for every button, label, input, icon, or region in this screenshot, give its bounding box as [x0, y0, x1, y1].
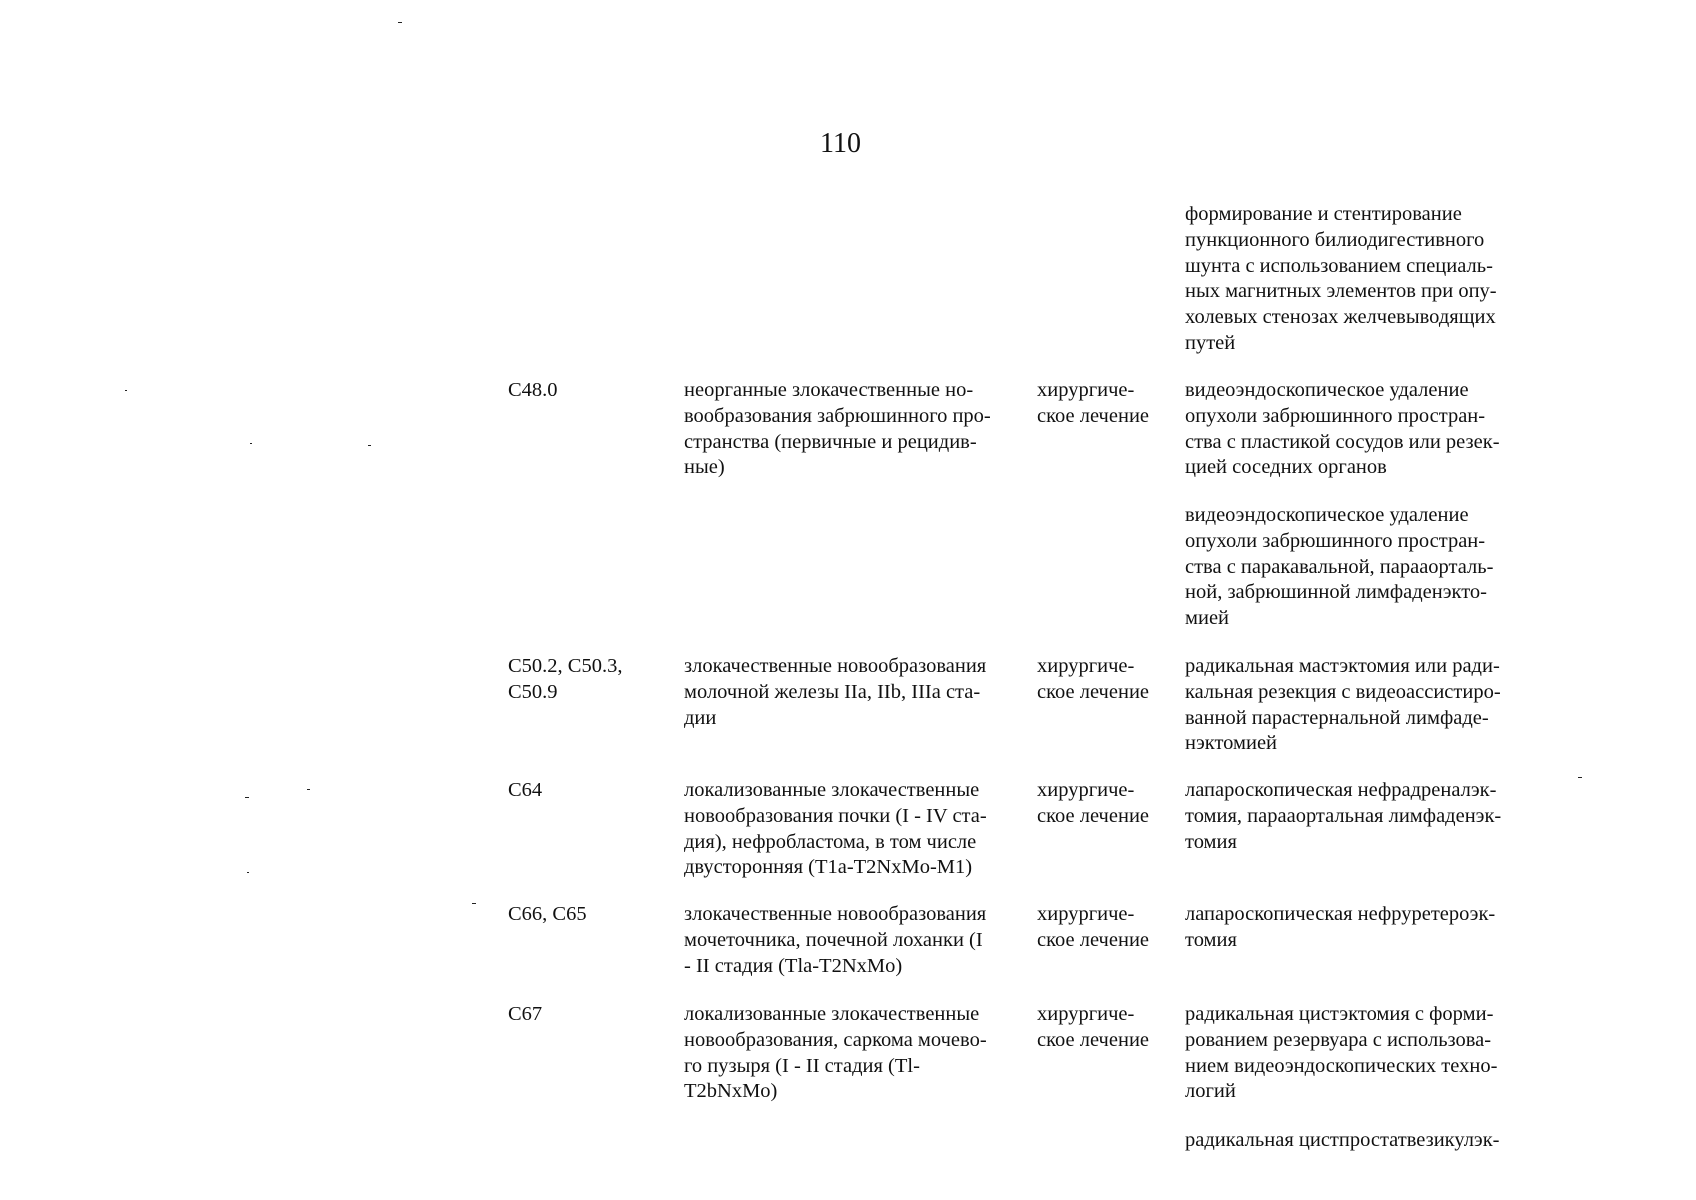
row-description: локализованные злокачественные новообразования почки (I - IV ста- дия), нефробластома, в том числе двусторонняя (T1a-T2NxMo-M1)	[684, 779, 987, 879]
scan-speck	[398, 22, 402, 23]
row-description: неорганные злокачественные но- вообразования забрюшинного про- странства (первичные и рецидив- ные)	[684, 379, 991, 479]
row-method: радикальная мастэктомия или ради- кальная резекция с видеоассистиро- ванной парастернальной лимфаде- нэктомией	[1185, 655, 1501, 755]
row-treatment: хирургиче- ское лечение	[1037, 903, 1150, 951]
row-treatment: хирургиче- ское лечение	[1037, 1003, 1150, 1051]
row-description: злокачественные новообразования мочеточника, почечной лоханки (I - II стадия (Tla-T2NxMo)	[684, 903, 987, 977]
page-number: 110	[820, 128, 861, 159]
row-code: C64	[508, 779, 543, 801]
row-treatment: хирургиче- ское лечение	[1037, 379, 1150, 427]
row-description: злокачественные новообразования молочной железы IIa, IIb, IIIa ста- дии	[684, 655, 987, 729]
scan-speck	[472, 903, 476, 904]
row-code: C66, C65	[508, 903, 587, 925]
row-treatment: хирургиче- ское лечение	[1037, 779, 1150, 827]
row-code: C50.2, C50.3, C50.9	[508, 655, 623, 703]
row-method: радикальная цистпростатвезикулэк-	[1185, 1129, 1500, 1151]
scan-speck	[250, 443, 252, 444]
row-method: радикальная цистэктомия с форми- рованием резервуара с использова- нием видеоэндоскопических техно- логий	[1185, 1003, 1498, 1103]
scan-speck	[368, 445, 371, 446]
scan-speck	[245, 797, 249, 798]
row-method: видеоэндоскопическое удаление опухоли забрюшинного простран- ства с паракавальной, парааорталь- ной, забрюшинной лимфаденэкто- мией	[1185, 504, 1494, 630]
scan-speck	[1578, 777, 1582, 778]
row-code: C48.0	[508, 379, 558, 401]
row-method: лапароскопическая нефруретероэк- томия	[1185, 903, 1496, 951]
row-method: лапароскопическая нефрадреналэк- томия, парааортальная лимфаденэк- томия	[1185, 779, 1502, 853]
row-description: локализованные злокачественные новообразования, саркома мочево- го пузыря (I - II стадия (Tl- T2bNxMo)	[684, 1003, 987, 1103]
row-method: видеоэндоскопическое удаление опухоли забрюшинного простран- ства с пластикой сосудов или резек- цией соседних органов	[1185, 379, 1500, 479]
row-treatment: хирургиче- ское лечение	[1037, 655, 1150, 703]
row-code: C67	[508, 1003, 543, 1025]
scan-speck	[247, 872, 249, 873]
continuation-method-text: формирование и стентирование пункционного билиодигестивного шунта с использованием специаль- ных магнитных элементов при опу- холевых стенозах желчевыводящих путей	[1185, 203, 1497, 354]
scan-speck	[307, 789, 310, 790]
scan-speck	[125, 390, 127, 391]
